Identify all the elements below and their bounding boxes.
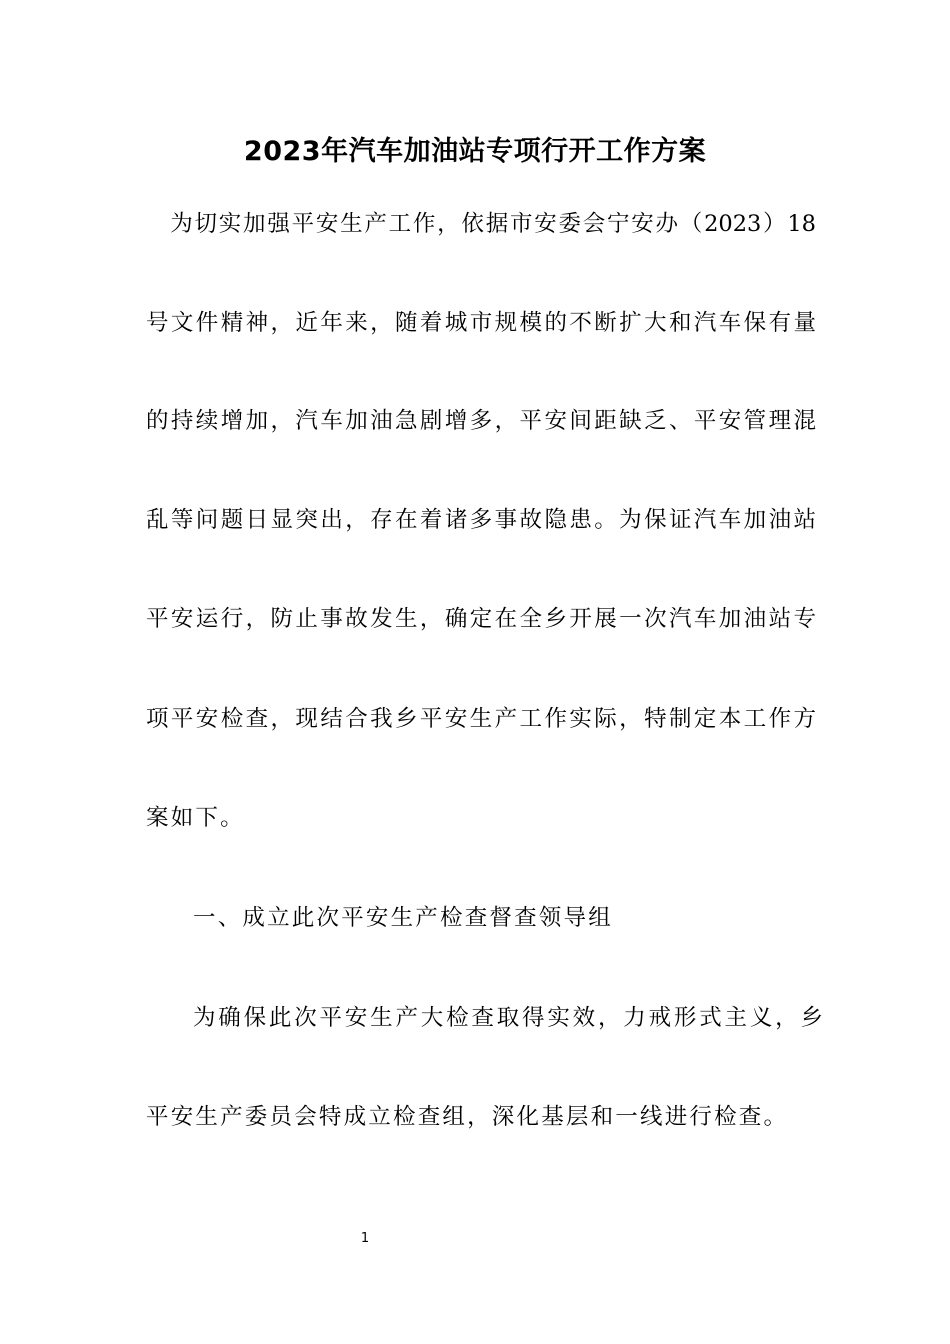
body-text-line: 项平安检查，现结合我乡平安生产工作实际，特制定本工作方 — [146, 706, 816, 732]
section-heading: 一、成立此次平安生产检查督查领导组 — [193, 905, 613, 931]
body-text-line: 号文件精神，近年来，随着城市规模的不断扩大和汽车保有量 — [146, 310, 816, 336]
body-text-line: 为切实加强平安生产工作，依据市安委会宁安办（2023）18 — [146, 211, 816, 237]
page-number: 1 — [360, 1231, 370, 1246]
body-text-line: 的持续增加，汽车加油急剧增多，平安间距缺乏、平安管理混 — [146, 408, 816, 434]
body-text-line: 乱等问题日显突出，存在着诸多事故隐患。为保证汽车加油站 — [146, 507, 816, 533]
document-title: 2023年汽车加油站专项行开工作方案 — [243, 136, 707, 167]
body-text-line: 平安运行，防止事故发生，确定在全乡开展一次汽车加油站专 — [146, 606, 816, 632]
body-text-line: 为确保此次平安生产大检查取得实效，力戒形式主义，乡 — [193, 1005, 823, 1031]
body-text-line: 案如下。 — [146, 805, 245, 831]
body-text-line: 平安生产委员会特成立检查组，深化基层和一线进行检查。 — [146, 1104, 789, 1130]
